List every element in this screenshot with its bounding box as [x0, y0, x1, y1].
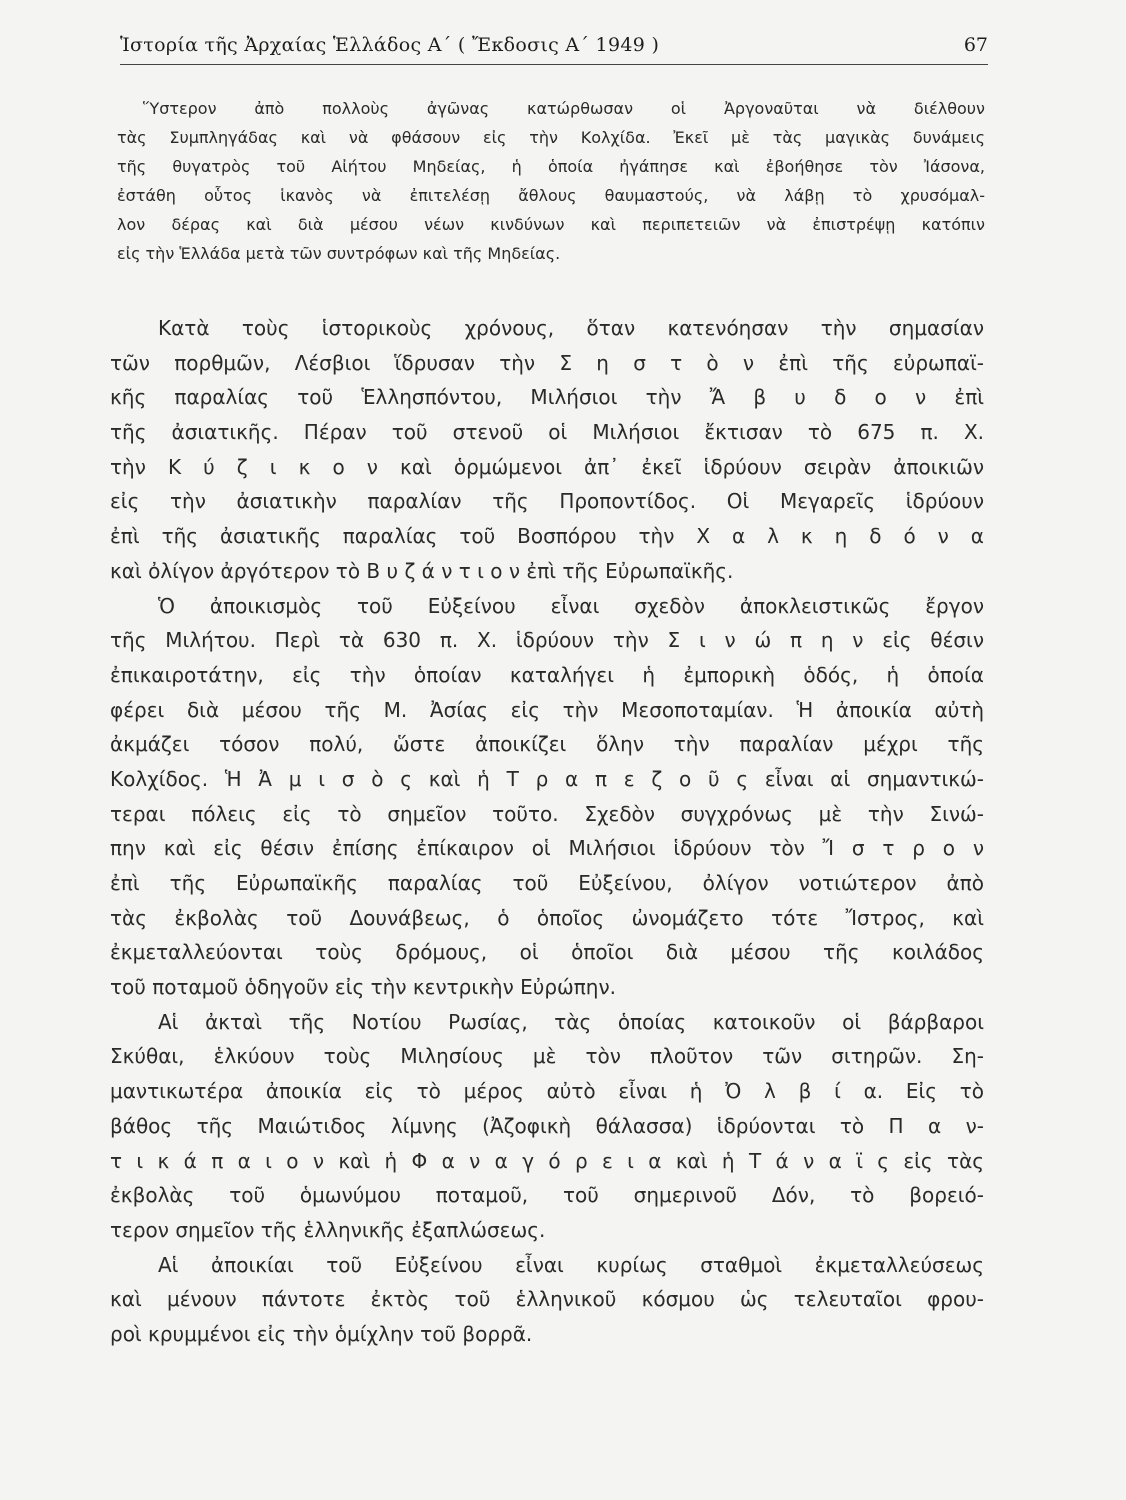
running-header [120, 34, 988, 65]
running-title: Ἱστορία τῆς Ἀρχαίας Ἑλλάδος Α΄ ( Ἔκδοσις Α΄ 1949 ) [120, 34, 660, 56]
text-line: ἐπὶ τῆς ἀσιατικῆς παραλίας τοῦ Βοσπόρου τὴν Χ α λ κ η δ ό ν α [110, 524, 984, 549]
intro-line: εἰς τὴν Ἑλλάδα μετὰ τῶν συντρόφων καὶ τῆς Μηδείας. [117, 244, 561, 263]
text-line: πην καὶ εἰς θέσιν ἐπίσης ἐπίκαιρον οἱ Μιλήσιοι ἱδρύουν τὸν Ἴ σ τ ρ ο ν [110, 836, 984, 861]
intro-line: τὰς Συμπληγάδας καὶ νὰ φθάσουν εἰς τὴν Κολχίδα. Ἐκεῖ μὲ τὰς μαγικὰς δυνάμεις [117, 128, 985, 147]
page-number: 67 [963, 34, 988, 56]
intro-line: ἐστάθη οὗτος ἱκανὸς νὰ ἐπιτελέσῃ ἄθλους θαυμαστούς, νὰ λάβῃ τὸ χρυσόμαλ- [117, 186, 985, 205]
text-line: τὰς ἐκβολὰς τοῦ Δουνάβεως, ὁ ὁποῖος ὠνομάζετο τότε Ἴστρος, καὶ [110, 905, 984, 930]
text-line: ἐπικαιροτάτην, εἰς τὴν ὁποίαν καταλήγει ἡ ἐμπορικὴ ὁδός, ἡ ὁποία [110, 662, 984, 687]
text-line: τὴν Κ ύ ζ ι κ ο ν καὶ ὁρμώμενοι ἀπ᾽ ἐκεῖ ἱδρύουν σειρὰν ἀποικιῶν [110, 454, 984, 479]
text-line: φέρει διὰ μέσου τῆς Μ. Ἀσίας εἰς τὴν Μεσοποταμίαν. Ἡ ἀποικία αὐτὴ [110, 697, 984, 722]
text-line: Κολχίδος. Ἡ Ἀ μ ι σ ὸ ς καὶ ἡ Τ ρ α π ε ζ ο ῦ ς εἶναι αἱ σημαντικώ- [110, 766, 984, 791]
text-line: καὶ μένουν πάντοτε ἐκτὸς τοῦ ἑλληνικοῦ κόσμου ὡς τελευταῖοι φρου- [110, 1287, 984, 1312]
text-line: ροὶ κρυμμένοι εἰς τὴν ὁμίχλην τοῦ βορρᾶ. [110, 1321, 533, 1346]
text-line: εἰς τὴν ἀσιατικὴν παραλίαν τῆς Προποντίδος. Οἱ Μεγαρεῖς ἱδρύουν [110, 489, 984, 514]
text-line: τοῦ ποταμοῦ ὁδηγοῦν εἰς τὴν κεντρικὴν Εὐρώπην. [110, 975, 617, 1000]
text-line: τερον σημεῖον τῆς ἑλληνικῆς ἐξαπλώσεως. [110, 1217, 546, 1242]
text-line: κῆς παραλίας τοῦ Ἑλλησπόντου, Μιλήσιοι τὴν Ἄ β υ δ ο ν ἐπὶ [110, 385, 984, 410]
text-line: ἐκμεταλλεύονται τοὺς δρόμους, οἱ ὁποῖοι διὰ μέσου τῆς κοιλάδος [110, 940, 984, 965]
text-line: βάθος τῆς Μαιώτιδος λίμνης (Ἀζοφικὴ θάλασσα) ἱδρύονται τὸ Π α ν- [110, 1113, 984, 1138]
text-line: τῆς ἀσιατικῆς. Πέραν τοῦ στενοῦ οἱ Μιλήσιοι ἔκτισαν τὸ 675 π. Χ. [110, 420, 984, 445]
text-line: Σκύθαι, ἑλκύουν τοὺς Μιλησίους μὲ τὸν πλοῦτον τῶν σιτηρῶν. Ση- [110, 1044, 984, 1069]
text-line: τῆς Μιλήτου. Περὶ τὰ 630 π. Χ. ἱδρύουν τὴν Σ ι ν ώ π η ν εἰς θέσιν [110, 628, 984, 653]
text-line: ἀκμάζει τόσον πολύ, ὥστε ἀποικίζει ὅλην τὴν παραλίαν μέχρι τῆς [110, 732, 984, 757]
text-line: καὶ ὀλίγον ἀργότερον τὸ Β υ ζ ά ν τ ι ο ν ἐπὶ τῆς Εὐρωπαϊκῆς. [110, 558, 734, 583]
text-line: Κατὰ τοὺς ἱστορικοὺς χρόνους, ὅταν κατενόησαν τὴν σημασίαν [158, 316, 984, 340]
text-line: ἐκβολὰς τοῦ ὁμωνύμου ποταμοῦ, τοῦ σημερινοῦ Δόν, τὸ βορειό- [110, 1183, 984, 1208]
text-line: Αἱ ἀκταὶ τῆς Νοτίου Ρωσίας, τὰς ὁποίας κατοικοῦν οἱ βάρβαροι [158, 1009, 984, 1034]
text-line: Αἱ ἀποικίαι τοῦ Εὐξείνου εἶναι κυρίως σταθμοὶ ἐκμεταλλεύσεως [158, 1252, 984, 1277]
intro-line: λον δέρας καὶ διὰ μέσου νέων κινδύνων καὶ περιπετειῶν νὰ ἐπιστρέψῃ κατόπιν [117, 215, 985, 234]
intro-line: τῆς θυγατρὸς τοῦ Αἰήτου Μηδείας, ἡ ὁποία ἠγάπησε καὶ ἐβοήθησε τὸν Ἰάσονα, [117, 157, 985, 176]
text-line: ἐπὶ τῆς Εὐρωπαϊκῆς παραλίας τοῦ Εὐξείνου, ὀλίγον νοτιώτερον ἀπὸ [110, 871, 984, 895]
intro-paragraph [117, 94, 985, 268]
text-line: τ ι κ ά π α ι ο ν καὶ ἡ Φ α ν α γ ό ρ ε ι α καὶ ἡ Τ ά ν α ϊ ς εἰς τὰς [110, 1148, 984, 1173]
text-line: Ὁ ἀποικισμὸς τοῦ Εὐξείνου εἶναι σχεδὸν ἀποκλειστικῶς ἔργον [158, 593, 984, 618]
text-line: τῶν πορθμῶν, Λέσβιοι ἵδρυσαν τὴν Σ η σ τ ὸ ν ἐπὶ τῆς εὐρωπαϊ- [110, 350, 984, 375]
intro-line: Ὕστερον ἀπὸ πολλοὺς ἀγῶνας κατώρθωσαν οἱ Ἀργοναῦται νὰ διέλθουν [143, 99, 985, 118]
main-text [110, 311, 984, 1352]
text-line: τεραι πόλεις εἰς τὸ σημεῖον τοῦτο. Σχεδὸν συγχρόνως μὲ τὴν Σινώ- [110, 801, 984, 826]
text-line: μαντικωτέρα ἀποικία εἰς τὸ μέρος αὐτὸ εἶναι ἡ Ὀ λ β ί α. Εἰς τὸ [110, 1079, 984, 1104]
